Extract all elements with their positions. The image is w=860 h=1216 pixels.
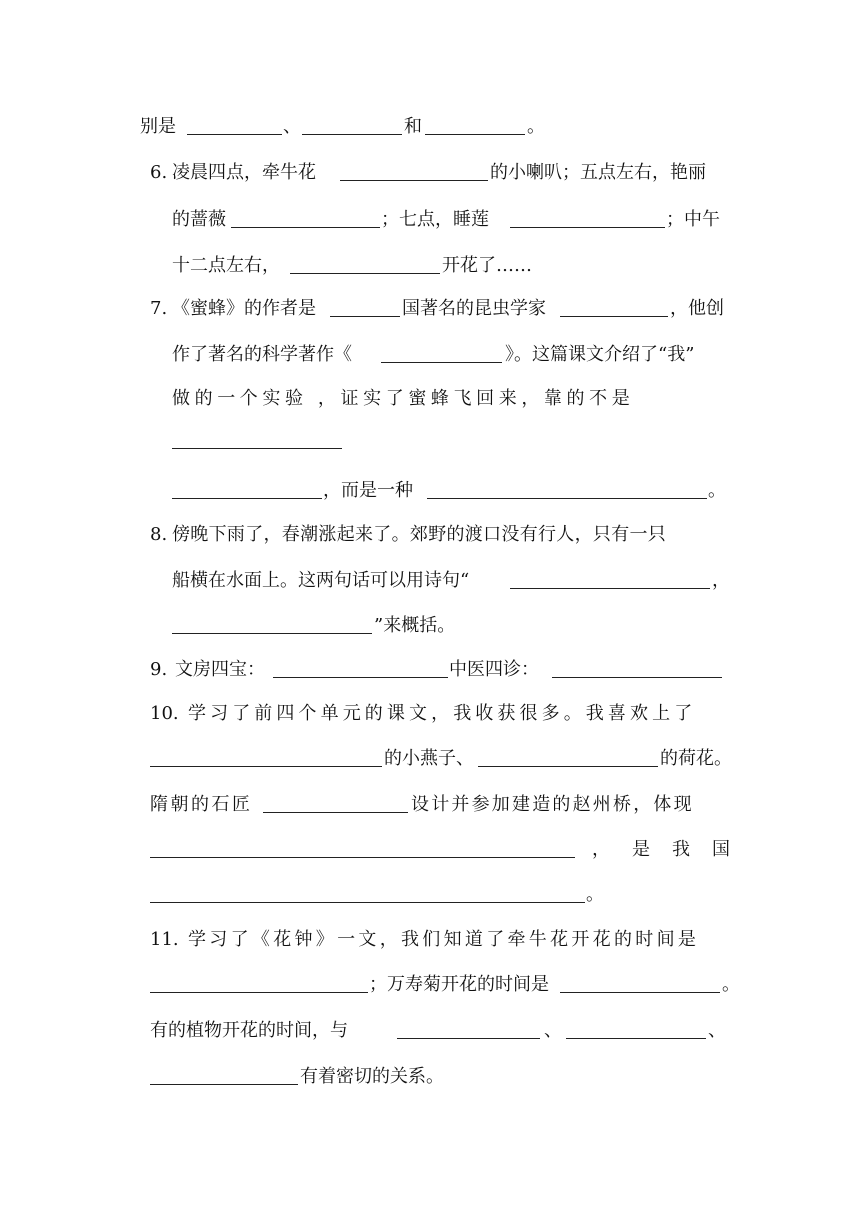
answer-blank[interactable] xyxy=(172,448,342,449)
q10-text: 学习了前四个单元的课文，我收获很多。我喜欢上了 xyxy=(188,703,697,724)
question-5-continuation xyxy=(0,112,860,142)
question-7-line-3 xyxy=(0,384,860,414)
question-11-line-1 xyxy=(0,925,860,955)
question-number: 11. xyxy=(150,929,179,950)
q10-text: 设计并参加建造的赵州桥，体现 xyxy=(411,794,694,815)
q8-text: ”来概括。 xyxy=(374,615,456,636)
question-number: 7. xyxy=(150,298,168,319)
answer-blank[interactable] xyxy=(150,766,382,767)
q8-text: ， xyxy=(712,570,730,591)
question-number: 9. xyxy=(150,659,168,680)
answer-blank[interactable] xyxy=(510,227,665,228)
question-number: 10. xyxy=(150,703,179,724)
answer-blank[interactable] xyxy=(330,316,400,317)
answer-blank[interactable] xyxy=(566,1038,706,1039)
answer-blank[interactable] xyxy=(560,316,668,317)
q6-text: 开花了…… xyxy=(442,255,532,276)
q7-text: ，他创 xyxy=(670,298,724,319)
answer-blank[interactable] xyxy=(478,766,658,767)
answer-blank[interactable] xyxy=(172,633,372,634)
question-9 xyxy=(0,655,860,685)
q9-label: 中医四诊： xyxy=(449,659,539,680)
answer-blank[interactable] xyxy=(552,677,722,678)
question-11-line-3 xyxy=(0,1016,860,1046)
q10-text: 隋朝的石匠 xyxy=(150,794,253,815)
q6-text: ；七点，睡莲 xyxy=(381,209,489,230)
answer-blank[interactable] xyxy=(150,1084,298,1085)
answer-blank[interactable] xyxy=(290,273,440,274)
q5-text: 别是 xyxy=(140,116,176,137)
question-7-line-5 xyxy=(0,476,860,506)
q10-text: 的荷花。 xyxy=(660,748,732,769)
answer-blank[interactable] xyxy=(150,902,585,903)
question-11-line-2 xyxy=(0,970,860,1000)
question-10-line-4 xyxy=(0,835,860,865)
q5-sep2: 和 xyxy=(404,116,422,137)
q7-text: 做的一个实验 ，证实了蜜蜂飞回来，靠的不是 xyxy=(172,388,635,409)
answer-blank[interactable] xyxy=(172,498,322,499)
q10-text: 。 xyxy=(586,884,604,905)
q11-text: 、 xyxy=(544,1020,562,1041)
q11-text: ；万寿菊开花的时间是 xyxy=(369,974,549,995)
question-11-line-4 xyxy=(0,1062,860,1092)
q10-text: ，是我国 xyxy=(592,839,752,860)
q11-text: 、 xyxy=(708,1020,726,1041)
q6-text: 十二点左右， xyxy=(172,255,280,276)
q9-label: 文房四宝： xyxy=(175,659,265,680)
q6-text: 凌晨四点，牵牛花 xyxy=(172,162,316,183)
answer-blank[interactable] xyxy=(187,134,282,135)
q11-text: 学习了《花钟》一文，我们知道了牵牛花开花的时间是 xyxy=(188,929,700,950)
q6-text: ；中午 xyxy=(666,209,720,230)
q7-text: 国著名的昆虫学家 xyxy=(402,298,546,319)
answer-blank[interactable] xyxy=(510,588,710,589)
answer-blank[interactable] xyxy=(381,362,502,363)
answer-blank[interactable] xyxy=(302,134,402,135)
q7-text: 》。这篇课文介绍了“我” xyxy=(505,344,695,365)
question-10-line-1 xyxy=(0,699,860,729)
answer-blank[interactable] xyxy=(397,1038,540,1039)
q8-text: 船横在水面上。这两句话可以用诗句“ xyxy=(172,570,470,591)
question-7-line-4 xyxy=(0,426,860,456)
question-6-line-1 xyxy=(0,158,860,188)
q7-text: 《蜜蜂》的作者是 xyxy=(172,298,316,319)
q11-text: 。 xyxy=(722,974,740,995)
question-8-line-2 xyxy=(0,566,860,596)
q5-sep1: 、 xyxy=(283,116,301,137)
answer-blank[interactable] xyxy=(231,227,380,228)
question-7-line-2 xyxy=(0,340,860,370)
q7-text: 作了著名的科学著作《 xyxy=(172,344,352,365)
answer-blank[interactable] xyxy=(263,812,408,813)
answer-blank[interactable] xyxy=(425,134,525,135)
q11-text: 有的植物开花的时间，与 xyxy=(150,1020,348,1041)
question-number: 8. xyxy=(150,524,168,545)
q7-text: ，而是一种 xyxy=(323,480,413,501)
question-6-line-3 xyxy=(0,251,860,281)
answer-blank[interactable] xyxy=(560,992,720,993)
q8-text: 傍晚下雨了，春潮涨起来了。郊野的渡口没有行人，只有一只 xyxy=(172,524,667,545)
answer-blank[interactable] xyxy=(340,180,488,181)
question-10-line-5 xyxy=(0,880,860,910)
answer-blank[interactable] xyxy=(273,677,448,678)
question-10-line-3 xyxy=(0,790,860,820)
q6-text: 的小喇叭；五点左右，艳丽 xyxy=(490,162,706,183)
answer-blank[interactable] xyxy=(150,857,575,858)
question-8-line-3 xyxy=(0,611,860,641)
q11-text: 有着密切的关系。 xyxy=(300,1066,444,1087)
q10-text: 的小燕子、 xyxy=(384,748,474,769)
answer-blank[interactable] xyxy=(150,992,368,993)
question-8-line-1 xyxy=(0,520,860,550)
question-number: 6. xyxy=(150,162,168,183)
q5-end: 。 xyxy=(527,116,545,137)
q6-text: 的蔷薇 xyxy=(172,209,226,230)
question-7-line-1 xyxy=(0,294,860,324)
answer-blank[interactable] xyxy=(427,498,707,499)
question-6-line-2 xyxy=(0,205,860,235)
question-10-line-2 xyxy=(0,744,860,774)
q7-text: 。 xyxy=(708,480,726,501)
